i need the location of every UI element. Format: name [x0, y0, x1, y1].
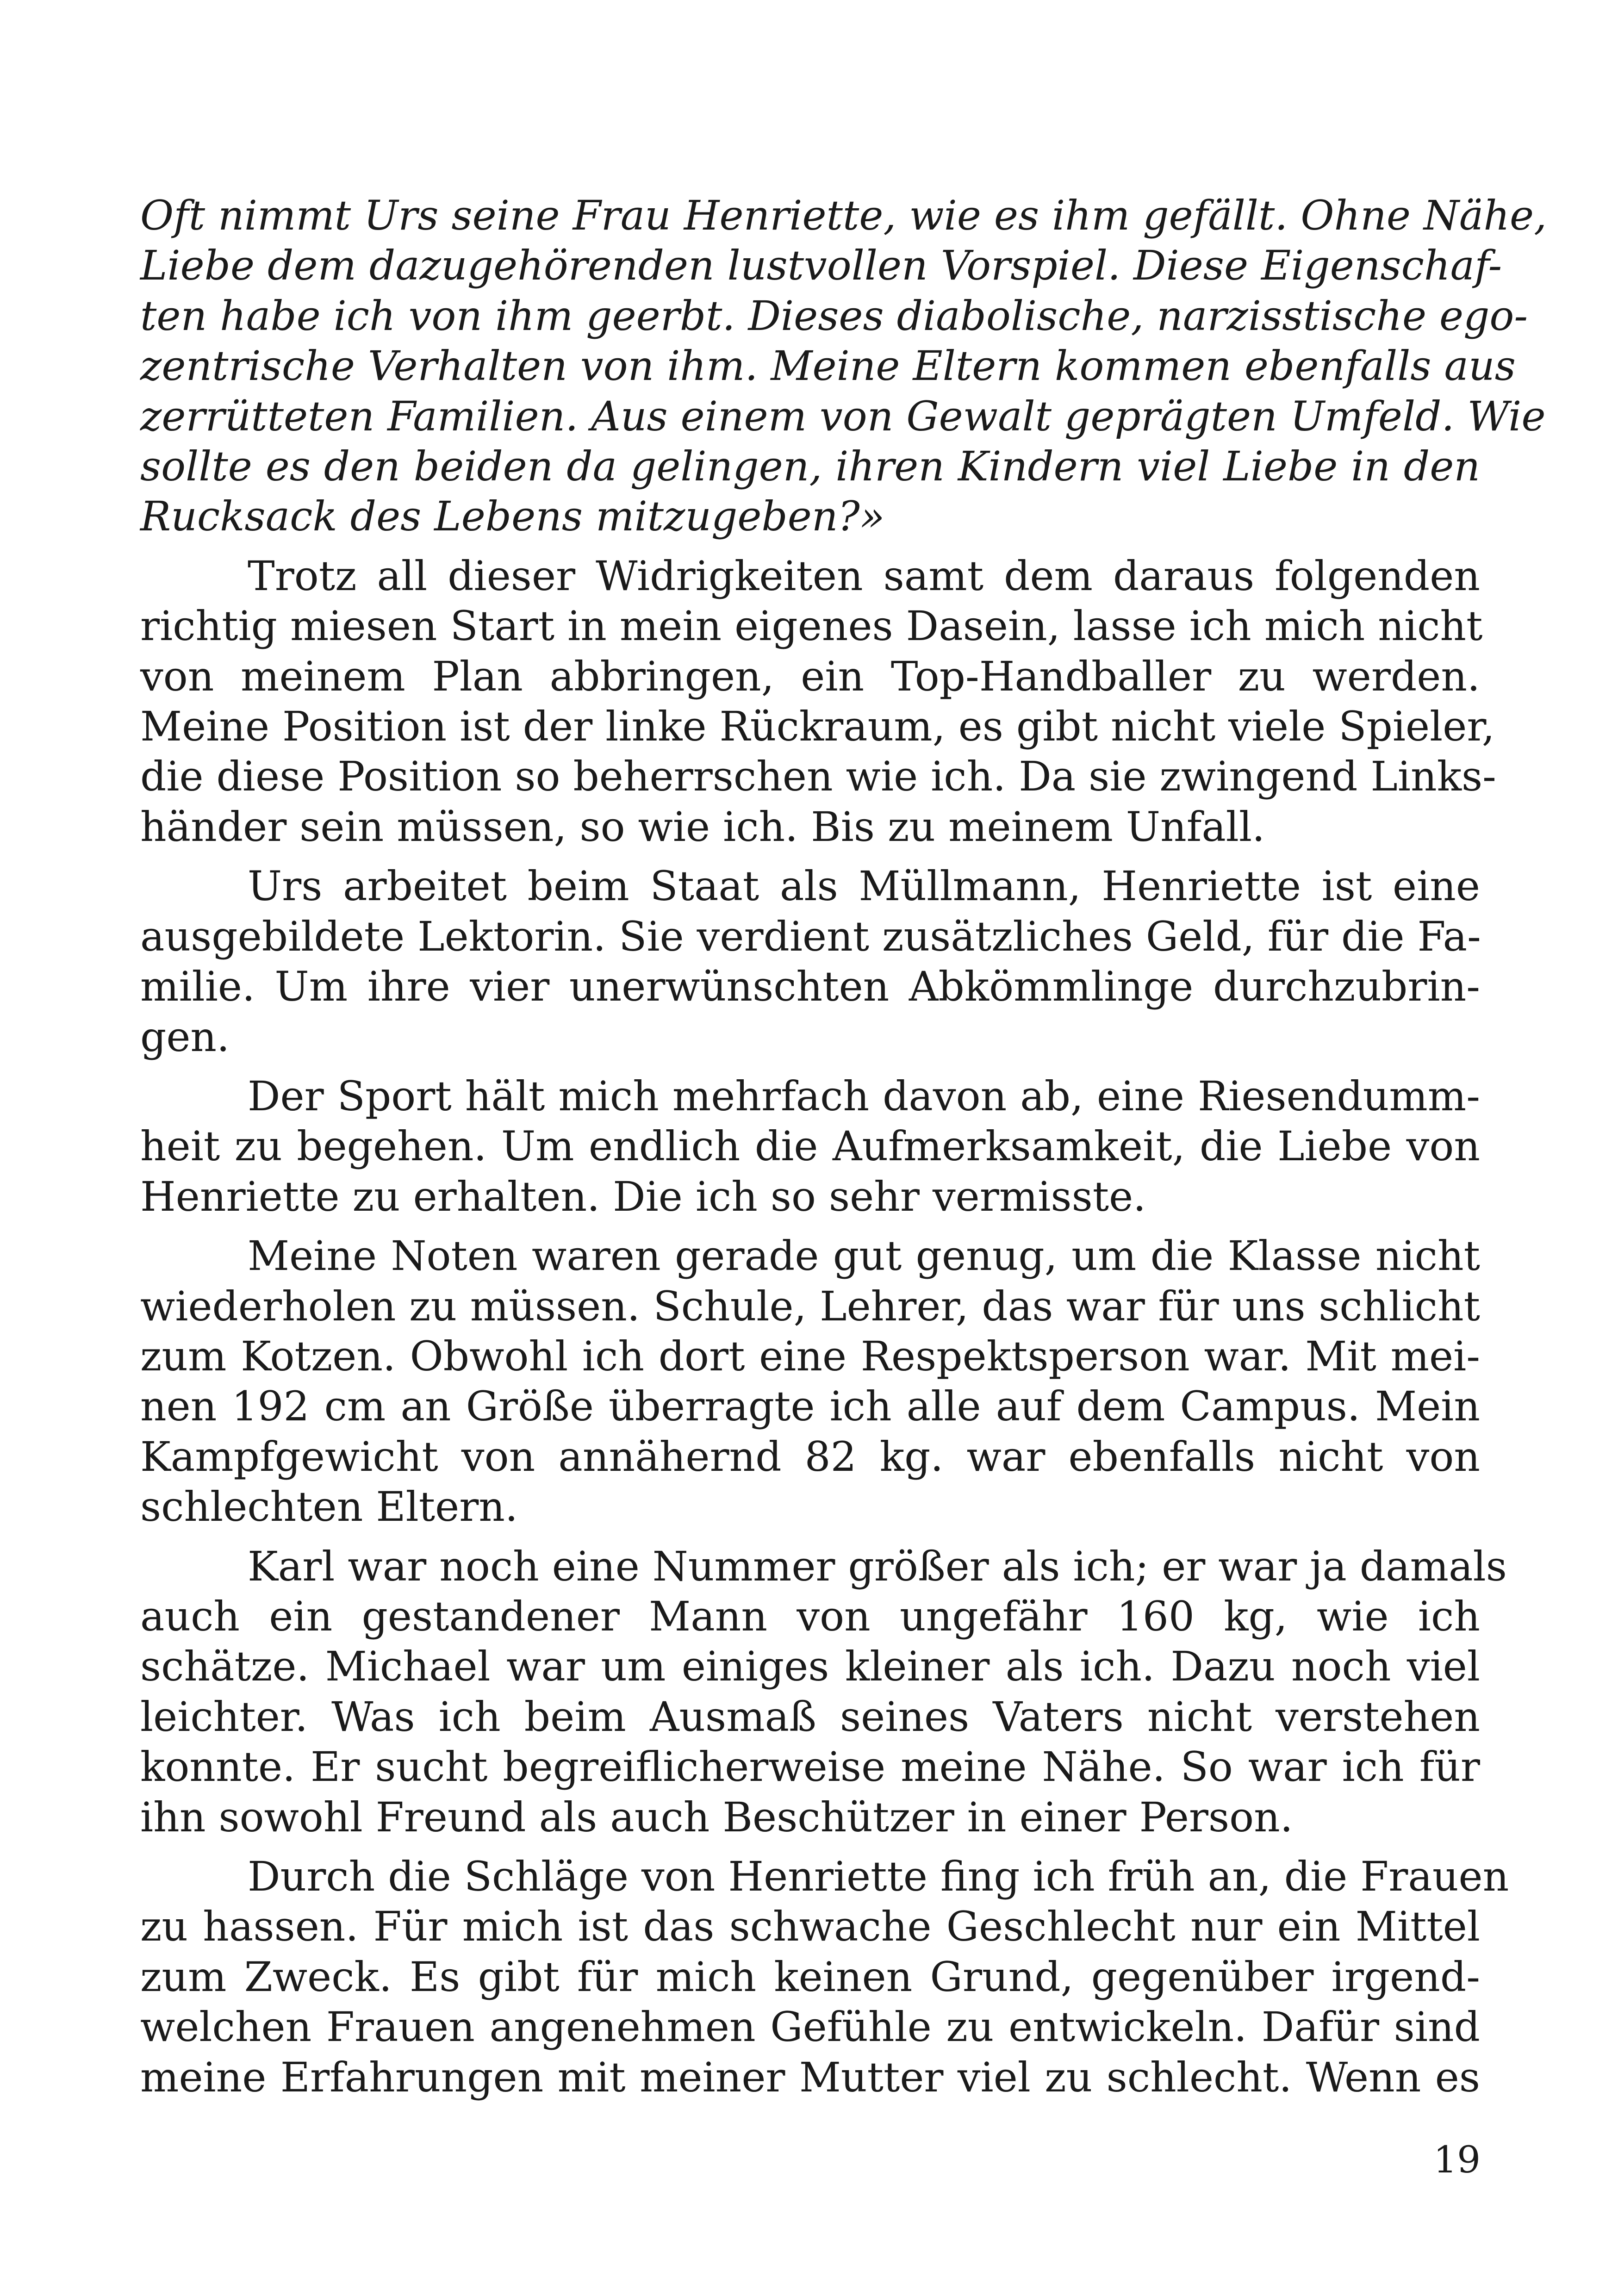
text-line: die diese Position so beherrschen wie ich. Da sie zwingend Links- — [140, 753, 1496, 801]
text-line: zum Zweck. Es gibt für mich keinen Grund, gegenüber irgend- — [140, 1953, 1480, 2001]
text-line: Liebe dem dazugehörenden lustvollen Vorspiel. Diese Eigenschaf- — [140, 242, 1502, 290]
text-line: sollte es den beiden da gelingen, ihren Kindern viel Liebe in den — [140, 442, 1480, 491]
text-line: richtig miesen Start in mein eigenes Dasein, lasse ich mich nicht — [140, 602, 1483, 650]
paragraph — [140, 1231, 1480, 1532]
text-line: Henriette zu erhalten. Die ich so sehr vermisste. — [140, 1172, 1146, 1220]
paragraph — [140, 551, 1496, 852]
text-line: Trotz all dieser Widrigkeiten samt dem daraus folgenden — [248, 552, 1480, 600]
paragraph — [140, 861, 1480, 1062]
text-line: Der Sport hält mich mehrfach davon ab, eine Riesendumm- — [248, 1072, 1480, 1120]
text-line: milie. Um ihre vier unerwünschten Abkömmlinge durchzubrin- — [140, 963, 1480, 1011]
text-line: Kampfgewicht von annähernd 82 kg. war ebenfalls nicht von — [140, 1432, 1480, 1481]
text-line: schätze. Michael war um einiges kleiner als ich. Dazu noch viel — [140, 1643, 1480, 1691]
text-line: Meine Noten waren gerade gut genug, um die Klasse nicht — [248, 1232, 1480, 1280]
text-line: händer sein müssen, so wie ich. Bis zu meinem Unfall. — [140, 803, 1265, 851]
text-line: ausgebildete Lektorin. Sie verdient zusätzliches Geld, für die Fa- — [140, 912, 1481, 960]
paragraph — [140, 1852, 1509, 2103]
text-line: zentrische Verhalten von ihm. Meine Eltern kommen ebenfalls aus — [140, 342, 1516, 390]
text-line: zum Kotzen. Obwohl ich dort eine Respektsperson war. Mit mei- — [140, 1332, 1480, 1380]
paragraph — [140, 1542, 1507, 1842]
paragraph — [140, 1071, 1480, 1222]
text-line: meine Erfahrungen mit meiner Mutter viel zu schlecht. Wenn es — [140, 2053, 1480, 2101]
text-line: Oft nimmt Urs seine Frau Henriette, wie es ihm gefällt. Ohne Nähe, — [140, 192, 1547, 239]
text-line: Karl war noch eine Nummer größer als ich; er war ja damals — [248, 1542, 1507, 1590]
text-line: von meinem Plan abbringen, ein Top-Handballer zu werden. — [140, 652, 1480, 700]
text-line: welchen Frauen angenehmen Gefühle zu entwickeln. Dafür sind — [140, 2003, 1480, 2051]
text-line: konnte. Er sucht begreiflicherweise meine Nähe. So war ich für — [140, 1743, 1480, 1791]
text-line: heit zu begehen. Um endlich die Aufmerksamkeit, die Liebe von — [140, 1122, 1480, 1170]
text-line: Rucksack des Lebens mitzugeben?» — [140, 492, 885, 541]
paragraph-italic-quote — [140, 191, 1547, 542]
text-line: gen. — [140, 1013, 230, 1061]
text-line: schlechten Eltern. — [140, 1483, 518, 1531]
text-line: ihn sowohl Freund als auch Beschützer in einer Person. — [140, 1793, 1293, 1841]
text-line: leichter. Was ich beim Ausmaß seines Vaters nicht verstehen — [140, 1692, 1480, 1741]
text-line: ten habe ich von ihm geerbt. Dieses diabolische, narzisstische ego- — [140, 292, 1528, 340]
page-number: 19 — [1433, 2138, 1481, 2181]
text-line: Meine Position ist der linke Rückraum, es gibt nicht viele Spieler, — [140, 703, 1495, 751]
text-line: zerrütteten Familien. Aus einem von Gewalt geprägten Umfeld. Wie — [140, 392, 1546, 440]
text-line: auch ein gestandener Mann von ungefähr 160 kg, wie ich — [140, 1592, 1480, 1640]
text-line: nen 192 cm an Größe überragte ich alle auf dem Campus. Mein — [140, 1382, 1480, 1431]
text-line: Urs arbeitet beim Staat als Müllmann, Henriette ist eine — [248, 862, 1480, 910]
text-line: wiederholen zu müssen. Schule, Lehrer, das war für uns schlicht — [140, 1282, 1480, 1330]
text-line: Durch die Schläge von Henriette fing ich früh an, die Frauen — [248, 1853, 1509, 1900]
text-line: zu hassen. Für mich ist das schwache Geschlecht nur ein Mittel — [140, 1903, 1480, 1951]
body-text — [140, 191, 1547, 2103]
